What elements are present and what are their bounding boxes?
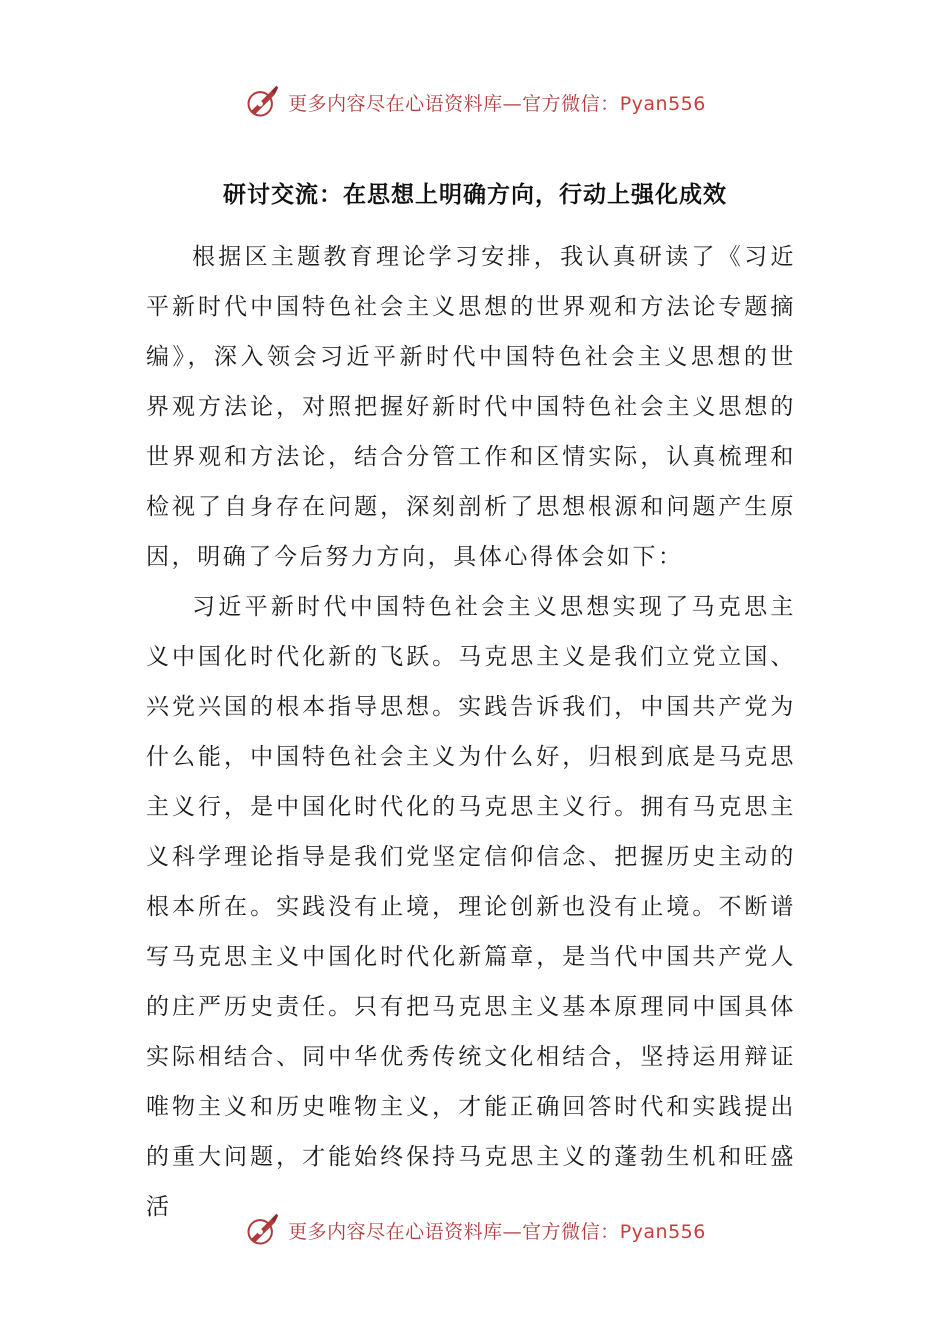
document-title: 研讨交流：在思想上明确方向，行动上强化成效 [223, 181, 727, 208]
banner-wechat-label: 官方微信： [522, 1220, 620, 1243]
banner-site-text: 更多内容尽在心语资料库 [288, 92, 503, 115]
paragraph-2: 习近平新时代中国特色社会主义思想实现了马克思主义中国化时代化新的飞跃。马克思主义是我们立党立国、兴党兴国的根本指导思想。实践告诉我们，中国共产党为什么能，中国特色社会主义为什么好，归根到底是马克思主义行，是中国化时代化的马克思主义行。拥有马克思主义科学理论指导是我们党坚定信仰信念、把握历史主动的根本所在。实践没有止境，理论创新也没有止境。不断谱写马克思主义中国化时代化新篇章，是当代中国共产党人的庄严历史责任。只有把马克思主义基本原理同中国具体实际相结合、同中华优秀传统文化相结合，坚持运用辩证唯物主义和历史唯物主义，才能正确回答时代和实践提出的重大问题，才能始终保持马克思主义的蓬勃生机和旺盛活 [146, 594, 796, 1220]
paragraph-1: 根据区主题教育理论学习安排，我认真研读了《习近平新时代中国特色社会主义思想的世界观和方法论专题摘编》，深入领会习近平新时代中国特色社会主义思想的世界观方法论，对照把握好新时代中国特色社会主义思想的世界观和方法论，结合分管工作和区情实际，认真梳理和检视了自身存在问题，深刻剖析了思想根源和问题产生原因，明确了今后努力方向，具体心得体会如下： [146, 244, 796, 570]
banner-text [288, 1217, 706, 1244]
header-banner [0, 82, 950, 122]
pen-nib-logo-icon [244, 84, 280, 120]
banner-text [288, 89, 706, 116]
banner-wechat-id: Pyan556 [619, 92, 706, 115]
pen-nib-logo-icon [244, 1212, 280, 1248]
banner-separator: — [502, 1220, 523, 1243]
banner-site-text: 更多内容尽在心语资料库 [288, 1220, 503, 1243]
banner-wechat-label: 官方微信： [522, 92, 620, 115]
banner-separator: — [502, 92, 523, 115]
document-body [146, 232, 796, 1232]
banner-wechat-id: Pyan556 [619, 1220, 706, 1243]
footer-banner [0, 1210, 950, 1250]
